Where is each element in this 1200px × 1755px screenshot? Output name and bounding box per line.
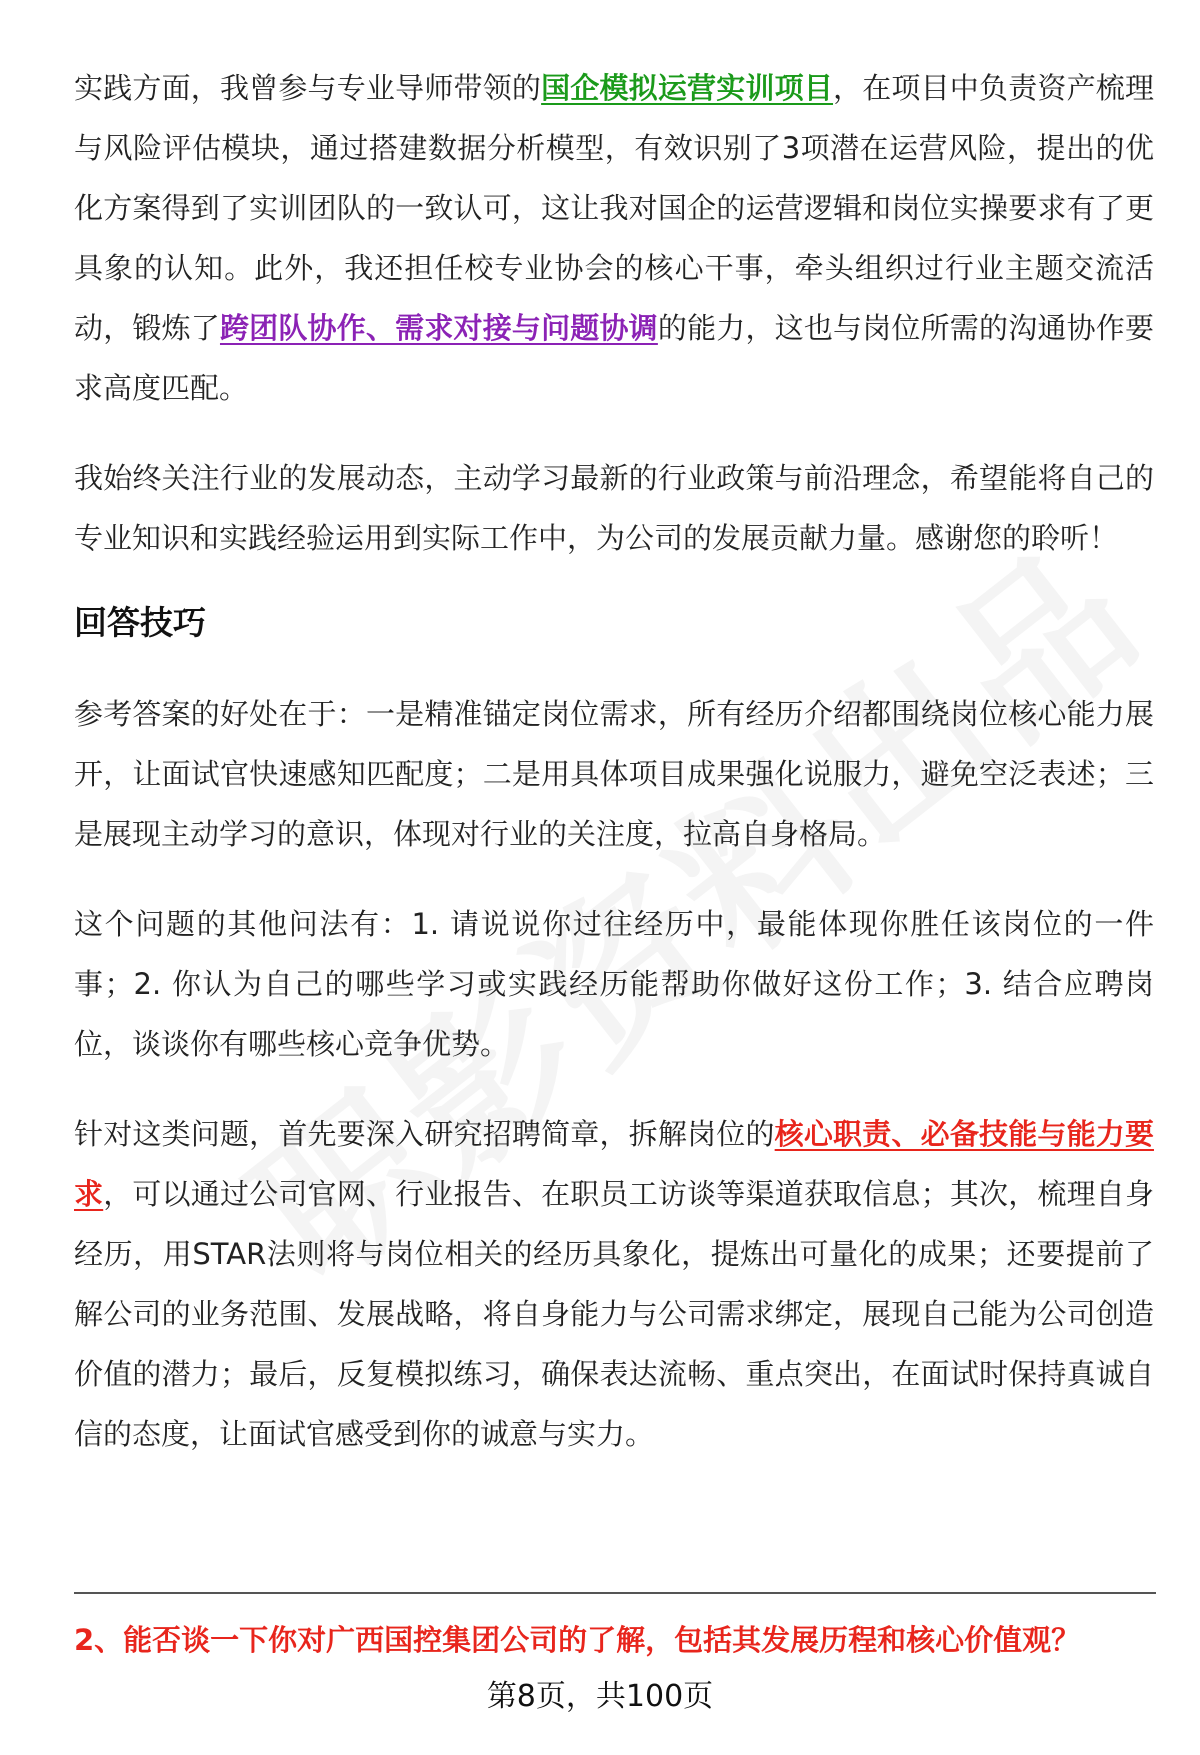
paragraph-text: 参考答案的好处在于：一是精准锚定岗位需求，所有经历介绍都围绕岗位核心能力展开，让面试官快速感知匹配度；二是用具体项目成果强化说服力，避免空泛表述；三是展现主动学习的意识，体现对行业的关注度，拉高自身格局。 [74, 697, 1154, 851]
page-content [74, 58, 1154, 1494]
paragraph-text: 针对这类问题，首先要深入研究招聘简章，拆解岗位的 [74, 1117, 775, 1151]
paragraph-text: 我始终关注行业的发展动态，主动学习最新的行业政策与前沿理念，希望能将自己的专业知识和实践经验运用到实际工作中，为公司的发展贡献力量。感谢您的聆听！ [74, 461, 1154, 555]
section-heading: 回答技巧 [74, 603, 206, 642]
next-question-title: 2、能否谈一下你对广西国控集团公司的了解，包括其发展历程和核心价值观？ [74, 1623, 1081, 1657]
paragraph-text: 的能力，这也与岗位所需的沟通协作要求高度匹配。 [74, 311, 1154, 405]
paragraph-benefits [74, 684, 1154, 864]
paragraph-alternatives [74, 894, 1154, 1074]
page-number: 第8页，共100页 [486, 1679, 714, 1714]
paragraph-closing [74, 448, 1154, 568]
paragraph-strategy [74, 1104, 1154, 1464]
paragraph-text: 实践方面，我曾参与专业导师带领的 [74, 71, 542, 105]
section-divider [74, 1592, 1156, 1594]
paragraph-practice [74, 58, 1154, 418]
highlighted-text: 核心职责、必备技能与能力要求 [74, 1117, 1154, 1211]
highlighted-text: 国企模拟运营实训项目 [541, 71, 834, 105]
paragraph-text: ，可以通过公司官网、行业报告、在职员工访谈等渠道获取信息；其次，梳理自身经历，用STAR法则将与岗位相关的经历具象化，提炼出可量化的成果；还要提前了解公司的业务范围、发展战略，将自身能力与公司需求绑定，展现自己能为公司创造价值的潜力；最后，反复模拟练习，确保表达流畅、重点突出，在面试时保持真诚自信的态度，让面试官感受到你的诚意与实力。 [74, 1177, 1154, 1451]
paragraph-text: ，在项目中负责资产梳理与风险评估模块，通过搭建数据分析模型，有效识别了3项潜在运营风险，提出的优化方案得到了实训团队的一致认可，这让我对国企的运营逻辑和岗位实操要求有了更具象的认知。此外，我还担任校专业协会的核心干事，牵头组织过行业主题交流活动，锻炼了 [74, 71, 1154, 345]
highlighted-text: 跨团队协作、需求对接与问题协调 [219, 311, 658, 345]
paragraph-text: 这个问题的其他问法有：1. 请说说你过往经历中，最能体现你胜任该岗位的一件事；2. 你认为自己的哪些学习或实践经历能帮助你做好这份工作；3. 结合应聘岗位，谈谈你有哪些核心竞争优势。 [74, 907, 1154, 1061]
